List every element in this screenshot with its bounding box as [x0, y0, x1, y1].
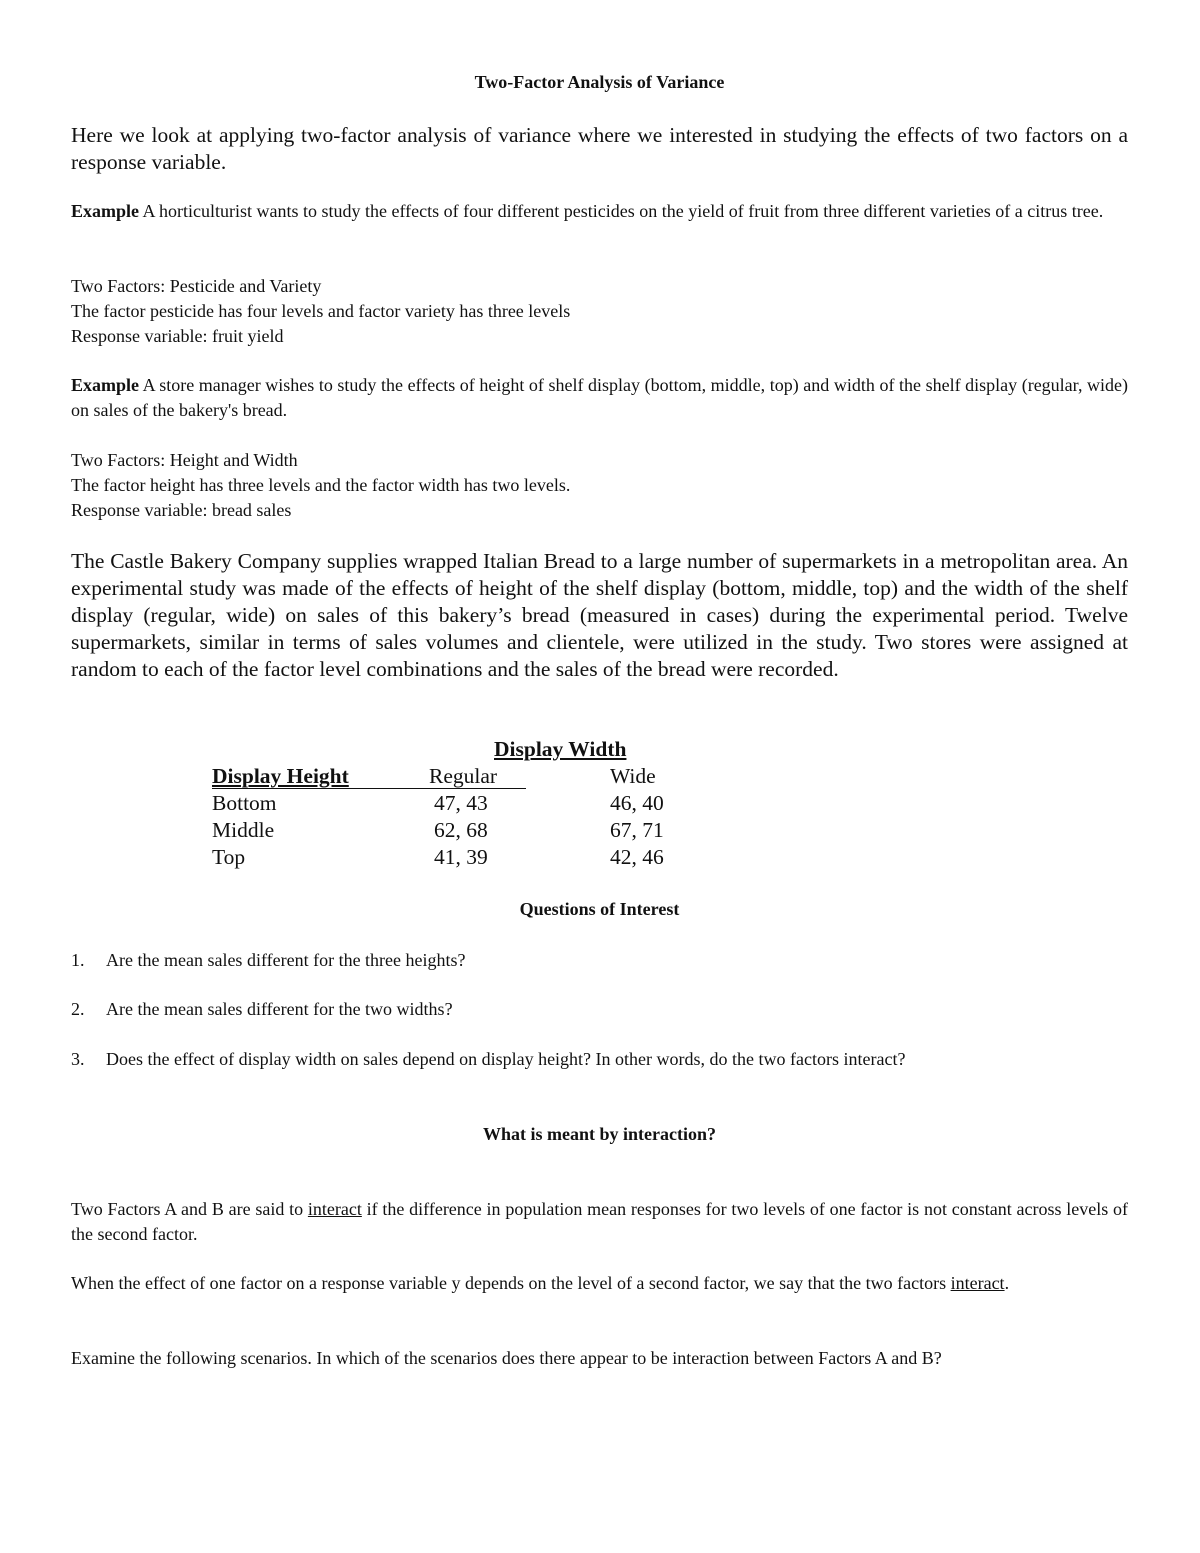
- intro-paragraph: Here we look at applying two-factor analysis of variance where we interested in studying the effects of two factors on a response variable.: [71, 123, 1128, 174]
- example2-text: A store manager wishes to study the effects of height of shelf display (bottom, middle, top) and width of the shelf display (regular, wide) on sales of the bakery's bread.: [71, 375, 1128, 420]
- interaction-def-after: if the difference in population mean responses for two levels of one factor is not constant across levels of the second factor.: [71, 1199, 1128, 1244]
- table-row: [212, 845, 672, 872]
- row-label: Middle: [212, 818, 275, 842]
- example1-label: Example: [71, 201, 140, 221]
- table-row: [212, 818, 672, 845]
- cell-regular: 41, 39: [434, 845, 488, 869]
- question-text: Does the effect of display width on sales depend on display height? In other words, do the two factors interact?: [106, 1049, 906, 1069]
- interact-term: interact: [307, 1199, 362, 1219]
- row-label: Bottom: [212, 791, 277, 815]
- table-col-wide: Wide: [610, 764, 656, 788]
- cell-wide: 46, 40: [610, 791, 664, 815]
- row-label: Top: [212, 845, 246, 869]
- cell-regular: 62, 68: [434, 818, 488, 842]
- cell-regular: 47, 43: [434, 791, 488, 815]
- table-header-row: [212, 764, 672, 791]
- interaction-heading: What is meant by interaction?: [483, 1124, 716, 1144]
- example2-paragraph: [71, 373, 1128, 423]
- cell-wide: 42, 46: [610, 845, 664, 869]
- example2-details: [71, 448, 1128, 523]
- table-row: [212, 791, 672, 818]
- example2-factors: Two Factors: Height and Width: [71, 450, 298, 470]
- interaction-exp-after: .: [1004, 1273, 1010, 1293]
- example1-details: [71, 274, 1128, 349]
- interact-term: interact: [950, 1273, 1005, 1293]
- example2-label: Example: [71, 375, 140, 395]
- interaction-def-before: Two Factors A and B are said to: [71, 1199, 308, 1219]
- page-title: Two-Factor Analysis of Variance: [474, 72, 725, 92]
- questions-heading: Questions of Interest: [519, 899, 680, 919]
- cell-wide: 67, 71: [610, 818, 664, 842]
- question-item: [71, 1049, 905, 1070]
- interaction-exp-before: When the effect of one factor on a response variable y depends on the level of a second factor, we say that the two factors: [71, 1273, 951, 1293]
- question-item: [71, 950, 466, 971]
- question-number: 2.: [71, 999, 85, 1019]
- example2-response: Response variable: bread sales: [71, 500, 292, 520]
- question-number: 3.: [71, 1049, 85, 1069]
- example1-paragraph: [71, 199, 1128, 224]
- table-row-header: Display Height: [212, 764, 349, 788]
- question-text: Are the mean sales different for the two widths?: [106, 999, 453, 1019]
- examine-paragraph: Examine the following scenarios. In which of the scenarios does there appear to be interaction between Factors A and B?: [71, 1348, 942, 1368]
- example1-factors: Two Factors: Pesticide and Variety: [71, 276, 322, 296]
- question-text: Are the mean sales different for the three heights?: [106, 950, 466, 970]
- castle-paragraph: The Castle Bakery Company supplies wrapped Italian Bread to a large number of supermarkets in a metropolitan area. An experimental study was made of the effects of height of the shelf display (bottom, middle, top) and the width of the shelf display (regular, wide) on sales of this bakery’s bread (measured in cases) during the experimental period. Twelve supermarkets, similar in terms of sales volumes and clientele, were utilized in the study. Two stores were assigned at random to each of the factor level combinations and the sales of the bread were recorded.: [71, 549, 1128, 681]
- example1-response: Response variable: fruit yield: [71, 326, 284, 346]
- interaction-definition: [71, 1197, 1128, 1247]
- example1-levels: The factor pesticide has four levels and factor variety has three levels: [71, 301, 571, 321]
- question-item: [71, 999, 453, 1020]
- table-col-regular: Regular: [429, 764, 498, 788]
- example1-text: A horticulturist wants to study the effects of four different pesticides on the yield of fruit from three different varieties of a citrus tree.: [142, 201, 1104, 221]
- example2-levels: The factor height has three levels and the factor width has two levels.: [71, 475, 571, 495]
- interaction-explanation: [71, 1271, 1128, 1296]
- table-group-header: Display Width: [494, 737, 627, 761]
- question-number: 1.: [71, 950, 85, 970]
